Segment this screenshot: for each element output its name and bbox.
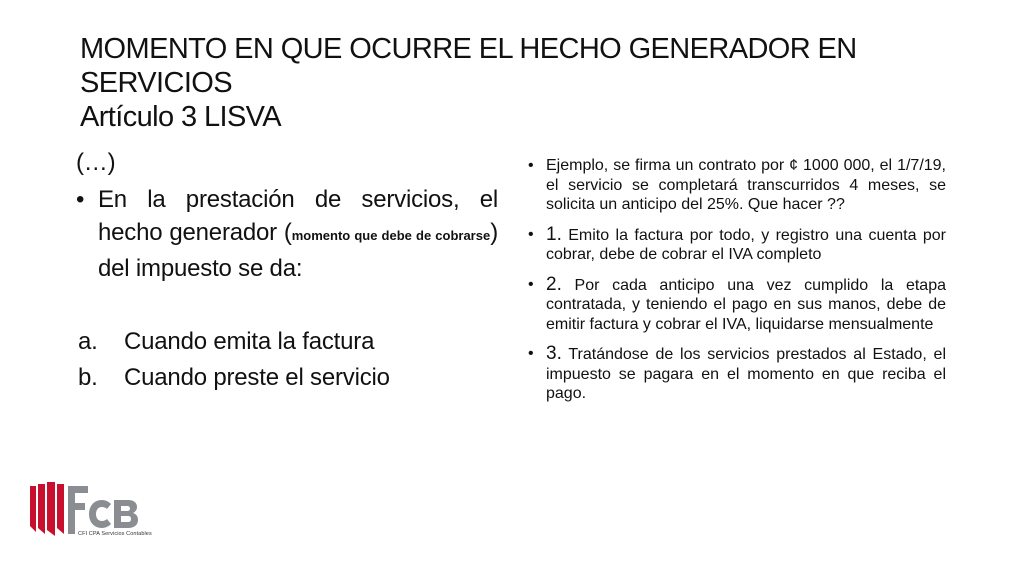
lettered-list — [76, 323, 498, 395]
ellipsis-text: (…) — [76, 149, 116, 176]
title-line-3: Artículo 3 LISVA — [80, 101, 282, 133]
list-item-text: Cuando emita la factura — [124, 327, 375, 355]
option-body: Emito la factura por todo, y registro una cuenta por cobrar, debe de cobrar el IVA completo — [546, 226, 946, 263]
bullet-small-text: momento que debe de cobrarse — [291, 228, 491, 243]
bullet-dot-icon: • — [528, 275, 534, 293]
option-number: 2. — [546, 273, 562, 295]
option-body: Tratándose de los servicios prestados al Estado, el impuesto se pagara en el momento en que reciba el pago. — [546, 346, 946, 402]
left-column — [76, 146, 498, 395]
logo-subtitle: CFI CPA Servicios Contables — [78, 531, 152, 537]
list-item-label: b. — [78, 363, 98, 391]
option-item-1 — [528, 225, 946, 265]
main-bullet-text — [98, 183, 498, 285]
example-text: Ejemplo, se firma un contrato por ¢ 1000 000, el 1/7/19, el servicio se completará transcurridos 4 meses, se solicita un anticipo del 25%. Que hacer ?? — [546, 157, 946, 213]
bullet-dot-icon: • — [76, 186, 85, 213]
list-item — [76, 323, 498, 359]
option-text — [546, 225, 946, 265]
option-number: 3. — [546, 343, 562, 364]
fcb-logo — [30, 482, 150, 542]
title-line-1: MOMENTO EN QUE OCURRE EL HECHO GENERADOR EN — [80, 33, 857, 65]
bullet-dot-icon: • — [528, 157, 534, 174]
bullet-suffix: ) del impuesto se da: — [98, 219, 498, 282]
option-text — [546, 275, 946, 335]
bullet-dot-icon: • — [528, 225, 534, 243]
slide-title — [80, 32, 960, 134]
main-bullet — [76, 183, 498, 285]
list-item-text: Cuando preste el servicio — [124, 363, 390, 391]
list-item-label: a. — [78, 327, 98, 355]
option-text — [546, 344, 946, 404]
bullet-dot-icon: • — [528, 345, 534, 362]
option-body: Por cada anticipo una vez cumplido la etapa contratada, y teniendo el pago en sus manos, debe de emitir factura y cobrar el IVA, liquidarse mensualmente — [546, 276, 946, 333]
option-item-3 — [528, 344, 946, 404]
option-item-2 — [528, 275, 946, 335]
option-number: 1. — [546, 223, 562, 245]
title-line-2: SERVICIOS — [80, 67, 233, 99]
right-column — [528, 156, 946, 414]
example-item — [528, 156, 946, 215]
list-item — [76, 359, 498, 395]
bullet-prefix: En la prestación de servicios, el hecho generador ( — [98, 186, 498, 246]
